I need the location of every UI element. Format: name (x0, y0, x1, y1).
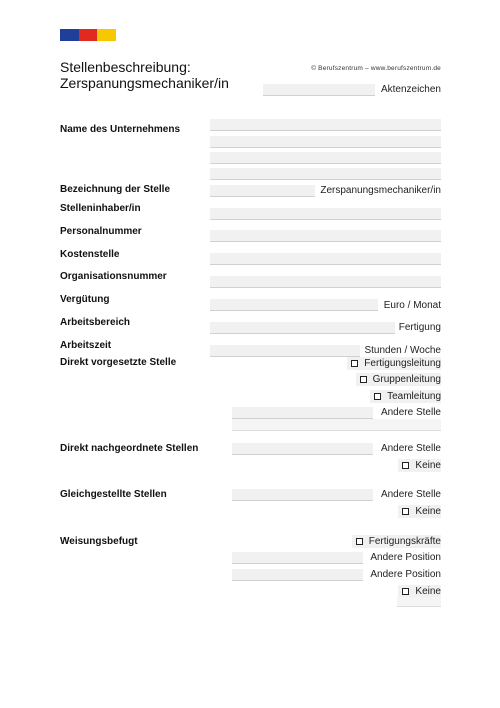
staff-number-label: Personalnummer (60, 226, 142, 237)
logo-blue-block (60, 29, 79, 41)
peer-none: Keine (415, 506, 441, 517)
authority-extra-field[interactable] (397, 597, 441, 607)
subordinate-other-label: Andere Stelle (380, 443, 441, 454)
logo-red-block (79, 29, 98, 41)
file-number-label: Aktenzeichen (380, 84, 441, 95)
superior-option-1: Fertigungsleitung (364, 358, 441, 369)
superior-other-field[interactable] (232, 407, 373, 419)
authority-other-label-2: Andere Position (370, 569, 441, 580)
superior-option-row-1[interactable] (347, 357, 441, 370)
peer-none-row[interactable] (398, 505, 441, 518)
checkbox-icon[interactable] (402, 508, 409, 515)
copyright-text: © Berufszentrum – www.berufszentrum.de (311, 65, 441, 72)
subordinate-other-field[interactable] (232, 443, 373, 455)
authority-other-field-1[interactable] (232, 552, 363, 564)
superior-option-row-3[interactable] (370, 390, 441, 403)
subordinate-none: Keine (415, 460, 441, 471)
page-title (60, 59, 229, 91)
holder-label: Stelleninhaber/in (60, 203, 141, 214)
org-number-label: Organisationsnummer (60, 271, 167, 282)
logo-yellow-block (97, 29, 116, 41)
position-label: Bezeichnung der Stelle (60, 184, 171, 195)
superior-other-label: Andere Stelle (380, 407, 441, 418)
superior-option-row-2[interactable] (356, 373, 441, 386)
work-hours-label: Arbeitszeit (60, 340, 112, 351)
authority-other-label-1: Andere Position (370, 552, 441, 563)
authority-option-row[interactable] (352, 535, 441, 548)
work-hours-unit: Stunden / Woche (364, 345, 441, 356)
work-area-label: Arbeitsbereich (60, 317, 131, 328)
title-line-1: Stellenbeschreibung: (60, 59, 191, 75)
subordinate-none-row[interactable] (398, 459, 441, 472)
superior-label: Direkt vorgesetzte Stelle (60, 357, 177, 368)
work-area-value: Fertigung (398, 322, 441, 333)
superior-option-2: Gruppenleitung (372, 374, 441, 385)
checkbox-icon[interactable] (360, 376, 367, 383)
pay-label: Vergütung (60, 294, 110, 305)
checkbox-icon[interactable] (374, 393, 381, 400)
pay-unit: Euro / Monat (383, 300, 441, 311)
authority-option: Fertigungskräfte (368, 536, 441, 547)
staff-number-field[interactable] (210, 230, 441, 242)
company-field-1[interactable] (210, 119, 441, 131)
work-area-field[interactable] (210, 322, 395, 334)
file-number-field[interactable] (263, 84, 375, 96)
pay-field[interactable] (210, 299, 378, 311)
superior-other-field-2[interactable] (232, 419, 441, 431)
company-field-3[interactable] (210, 152, 441, 164)
peer-other-field[interactable] (232, 489, 373, 501)
authority-label: Weisungsbefugt (60, 536, 138, 547)
title-line-2: Zerspanungsmechaniker/in (60, 75, 229, 91)
cost-center-label: Kostenstelle (60, 249, 120, 260)
authority-other-field-2[interactable] (232, 569, 363, 581)
cost-center-field[interactable] (210, 253, 441, 265)
logo (60, 29, 116, 41)
peer-other-label: Andere Stelle (380, 489, 441, 500)
work-hours-field[interactable] (210, 345, 360, 357)
org-number-field[interactable] (210, 276, 441, 288)
holder-field[interactable] (210, 208, 441, 220)
checkbox-icon[interactable] (402, 588, 409, 595)
peer-label: Gleichgestellte Stellen (60, 489, 167, 500)
subordinate-label: Direkt nachgeordnete Stellen (60, 443, 199, 454)
company-label: Name des Unternehmens (60, 124, 181, 135)
checkbox-icon[interactable] (351, 360, 358, 367)
company-field-2[interactable] (210, 136, 441, 148)
checkbox-icon[interactable] (402, 462, 409, 469)
superior-option-3: Teamleitung (387, 391, 441, 402)
authority-none: Keine (415, 586, 441, 597)
checkbox-icon[interactable] (356, 538, 363, 545)
position-field[interactable] (210, 185, 315, 197)
position-value: Zerspanungsmechaniker/in (320, 185, 441, 196)
company-field-4[interactable] (210, 168, 441, 180)
